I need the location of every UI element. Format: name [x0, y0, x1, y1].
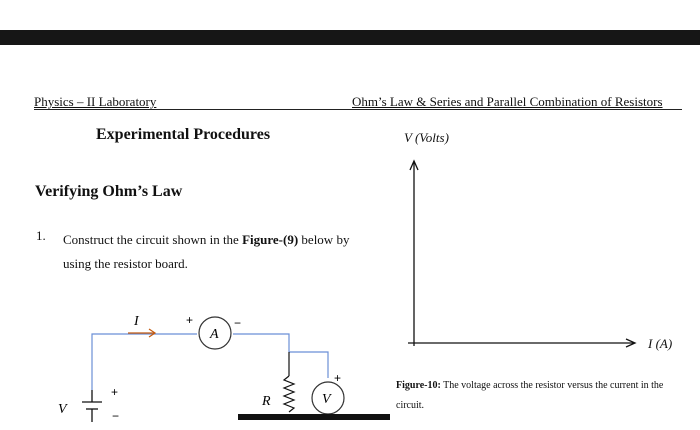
source-label: V: [58, 402, 67, 417]
ammeter-minus: −: [234, 316, 242, 330]
resistor: [284, 352, 294, 412]
resistor-board-bar: [238, 414, 390, 420]
caption-text: The voltage across the resistor versus the current in the circuit.: [396, 380, 664, 411]
step-text-after: below by using the resistor board.: [63, 232, 350, 271]
voltmeter-label: V: [322, 392, 331, 407]
battery-plus: +: [111, 385, 119, 399]
ammeter-label: A: [210, 327, 219, 342]
header-experiment-title: Ohm’s Law & Series and Parallel Combination of Resistors: [352, 94, 663, 109]
graph-y-axis-label: V (Volts): [404, 130, 449, 145]
graph-x-axis-label: I (A): [648, 336, 673, 351]
header-course-title: Physics – II Laboratory: [34, 94, 157, 109]
figure-reference: Figure-(9): [242, 232, 299, 247]
section-title: Experimental Procedures: [96, 126, 271, 143]
vi-graph-axes: [408, 161, 635, 347]
step-number: 1.: [36, 228, 46, 243]
subsection-title: Verifying Ohm’s Law: [35, 183, 183, 200]
caption-label: Figure-10:: [396, 380, 441, 391]
battery: [82, 390, 102, 422]
resistor-label: R: [262, 394, 271, 409]
step-text-before: Construct the circuit shown in the: [63, 232, 243, 247]
ammeter: [186, 313, 241, 349]
voltmeter-plus: +: [334, 371, 342, 385]
current-arrow: [128, 329, 155, 337]
ammeter-plus: +: [186, 313, 194, 327]
current-label: I: [134, 314, 139, 329]
battery-minus: −: [112, 409, 120, 423]
